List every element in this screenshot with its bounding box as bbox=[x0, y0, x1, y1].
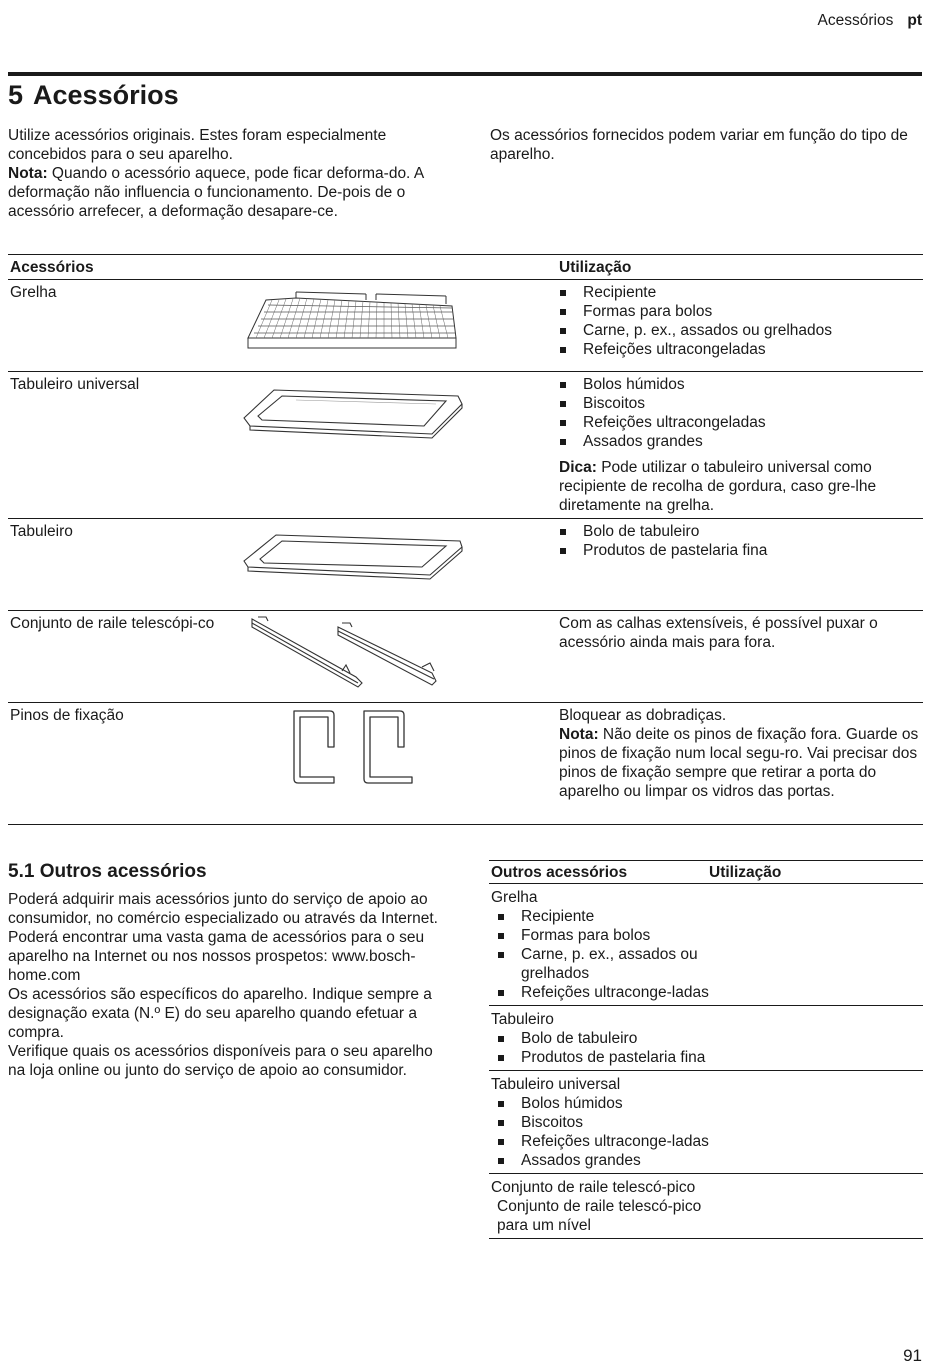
usage-note bbox=[559, 725, 921, 801]
usage-list bbox=[559, 375, 921, 451]
accessory-name: Grelha bbox=[10, 284, 57, 301]
intro-right bbox=[490, 126, 920, 164]
intro-left bbox=[8, 126, 448, 221]
usage-text: Conjunto de raile telescó-pico para um nível bbox=[497, 1198, 702, 1234]
accessory-usage bbox=[559, 522, 921, 560]
list-item: Formas para bolos bbox=[559, 302, 921, 321]
running-header bbox=[818, 11, 922, 30]
table-row-tabuleiro bbox=[8, 519, 923, 611]
wire-rack-image bbox=[236, 286, 466, 356]
table-header bbox=[489, 860, 923, 884]
section-text bbox=[8, 890, 448, 1080]
list-item: Recipiente bbox=[497, 907, 712, 926]
other-accessories-table bbox=[489, 860, 923, 1239]
chapter-title-text: Acessórios bbox=[33, 80, 179, 110]
intro-text: Utilize acessórios originais. Estes foram especialmente concebidos para o seu aparelho. bbox=[8, 127, 387, 163]
table-row-telescopic-rails bbox=[8, 611, 923, 703]
usage-list bbox=[497, 1094, 712, 1170]
tip-label: Dica: bbox=[559, 459, 597, 476]
accessory-name: Conjunto de raile telescópi-co bbox=[10, 615, 215, 632]
intro-note-label: Nota: bbox=[8, 165, 48, 182]
list-item: Bolos húmidos bbox=[559, 375, 921, 394]
usage-note-text: Não deite os pinos de fixação fora. Guarde os pinos de fixação num local segu-ro. Vai precisar dos pinos de fixação sempre que retirar a porta do aparelho ou limpar os vidros das portas. bbox=[559, 726, 919, 800]
accessory-name: Conjunto de raile telescó-pico bbox=[491, 1179, 696, 1196]
intro-note-text: Quando o acessório aquece, pode ficar deforma-do. A deformação não influencia o funcionamento. De-pois de o acessório arrefecer, a deformação desapare-ce. bbox=[8, 165, 424, 220]
section-number: 5.1 bbox=[8, 861, 35, 882]
table-row bbox=[489, 1071, 923, 1174]
accessory-usage bbox=[559, 283, 921, 359]
list-item: Assados grandes bbox=[497, 1151, 712, 1170]
col-other: Outros acessórios bbox=[491, 864, 628, 881]
section-title bbox=[8, 860, 207, 884]
paragraph: Verifique quais os acessórios disponíveis para o seu aparelho na loja online ou junto do serviço de apoio ao consumidor. bbox=[8, 1043, 433, 1079]
list-item: Bolo de tabuleiro bbox=[497, 1029, 712, 1048]
table-row-tabuleiro-universal bbox=[8, 372, 923, 519]
list-item: Assados grandes bbox=[559, 432, 921, 451]
accessory-usage bbox=[559, 706, 921, 801]
accessory-usage bbox=[497, 1029, 712, 1067]
intro-note bbox=[8, 164, 448, 221]
table-row bbox=[489, 1174, 923, 1239]
fixing-pins-image bbox=[290, 707, 520, 787]
header-lang: pt bbox=[907, 12, 922, 29]
paragraph: Poderá encontrar uma vasta gama de acessórios para o seu aparelho na Internet ou nos nossos prospetos: www.bosch-home.com bbox=[8, 929, 425, 984]
accessory-usage bbox=[497, 1094, 712, 1170]
table-header bbox=[8, 254, 923, 280]
accessories-table bbox=[8, 254, 923, 825]
header-section: Acessórios bbox=[817, 12, 894, 29]
chapter-number: 5 bbox=[8, 80, 24, 110]
list-item: Recipiente bbox=[559, 283, 921, 302]
list-item: Produtos de pastelaria fina bbox=[559, 541, 921, 560]
intro-right-text: Os acessórios fornecidos podem variar em função do tipo de aparelho. bbox=[490, 127, 908, 163]
top-rule bbox=[8, 72, 922, 76]
chapter-title bbox=[8, 78, 179, 112]
accessory-usage bbox=[559, 375, 921, 515]
tip-text: Pode utilizar o tabuleiro universal como recipiente de recolha de gordura, caso gre-lhe diretamente na grelha. bbox=[559, 459, 877, 514]
section-title-text: Outros acessórios bbox=[39, 861, 207, 882]
list-item: Produtos de pastelaria fina bbox=[497, 1048, 712, 1067]
list-item: Bolos húmidos bbox=[497, 1094, 712, 1113]
accessory-usage bbox=[497, 907, 712, 1002]
baking-tray-image bbox=[236, 527, 466, 583]
list-item: Carne, p. ex., assados ou grelhados bbox=[497, 945, 712, 983]
universal-pan-image bbox=[236, 382, 466, 442]
accessory-name: Tabuleiro universal bbox=[10, 376, 140, 393]
list-item: Refeições ultracongeladas bbox=[559, 340, 921, 359]
table-row-fixing-pins bbox=[8, 703, 923, 825]
usage-text: Com as calhas extensíveis, é possível puxar o acessório ainda mais para fora. bbox=[559, 615, 878, 651]
table-row bbox=[489, 884, 923, 1006]
list-item: Refeições ultraconge-ladas bbox=[497, 983, 712, 1002]
table-row bbox=[489, 1006, 923, 1071]
list-item: Carne, p. ex., assados ou grelhados bbox=[559, 321, 921, 340]
list-item: Refeições ultraconge-ladas bbox=[497, 1132, 712, 1151]
accessory-name: Pinos de fixação bbox=[10, 707, 124, 724]
accessory-usage bbox=[559, 614, 921, 652]
accessory-name: Tabuleiro bbox=[491, 1011, 554, 1028]
col-accessory: Acessórios bbox=[10, 259, 94, 276]
tip bbox=[559, 458, 921, 515]
usage-list bbox=[559, 522, 921, 560]
accessory-name: Tabuleiro universal bbox=[491, 1076, 621, 1093]
paragraph: Poderá adquirir mais acessórios junto do serviço de apoio ao consumidor, no comércio especializado ou através da Internet. bbox=[8, 891, 438, 927]
accessory-usage bbox=[497, 1197, 712, 1235]
list-item: Bolo de tabuleiro bbox=[559, 522, 921, 541]
paragraph: Os acessórios são específicos do aparelho. Indique sempre a designação exata (N.º E) do seu aparelho quando efetuar a compra. bbox=[8, 986, 432, 1041]
usage-text: Bloquear as dobradiças. bbox=[559, 707, 727, 724]
usage-list bbox=[497, 1029, 712, 1067]
accessory-name: Grelha bbox=[491, 889, 538, 906]
col-usage: Utilização bbox=[709, 864, 782, 881]
col-usage: Utilização bbox=[559, 259, 632, 276]
usage-list bbox=[497, 907, 712, 1002]
list-item: Formas para bolos bbox=[497, 926, 712, 945]
usage-note-label: Nota: bbox=[559, 726, 599, 743]
list-item: Biscoitos bbox=[497, 1113, 712, 1132]
usage-list bbox=[559, 283, 921, 359]
telescopic-rails-image bbox=[246, 613, 476, 693]
table-row-grelha bbox=[8, 280, 923, 372]
list-item: Refeições ultracongeladas bbox=[559, 413, 921, 432]
page-number: 91 bbox=[903, 1346, 922, 1365]
accessory-name: Tabuleiro bbox=[10, 523, 73, 540]
list-item: Biscoitos bbox=[559, 394, 921, 413]
